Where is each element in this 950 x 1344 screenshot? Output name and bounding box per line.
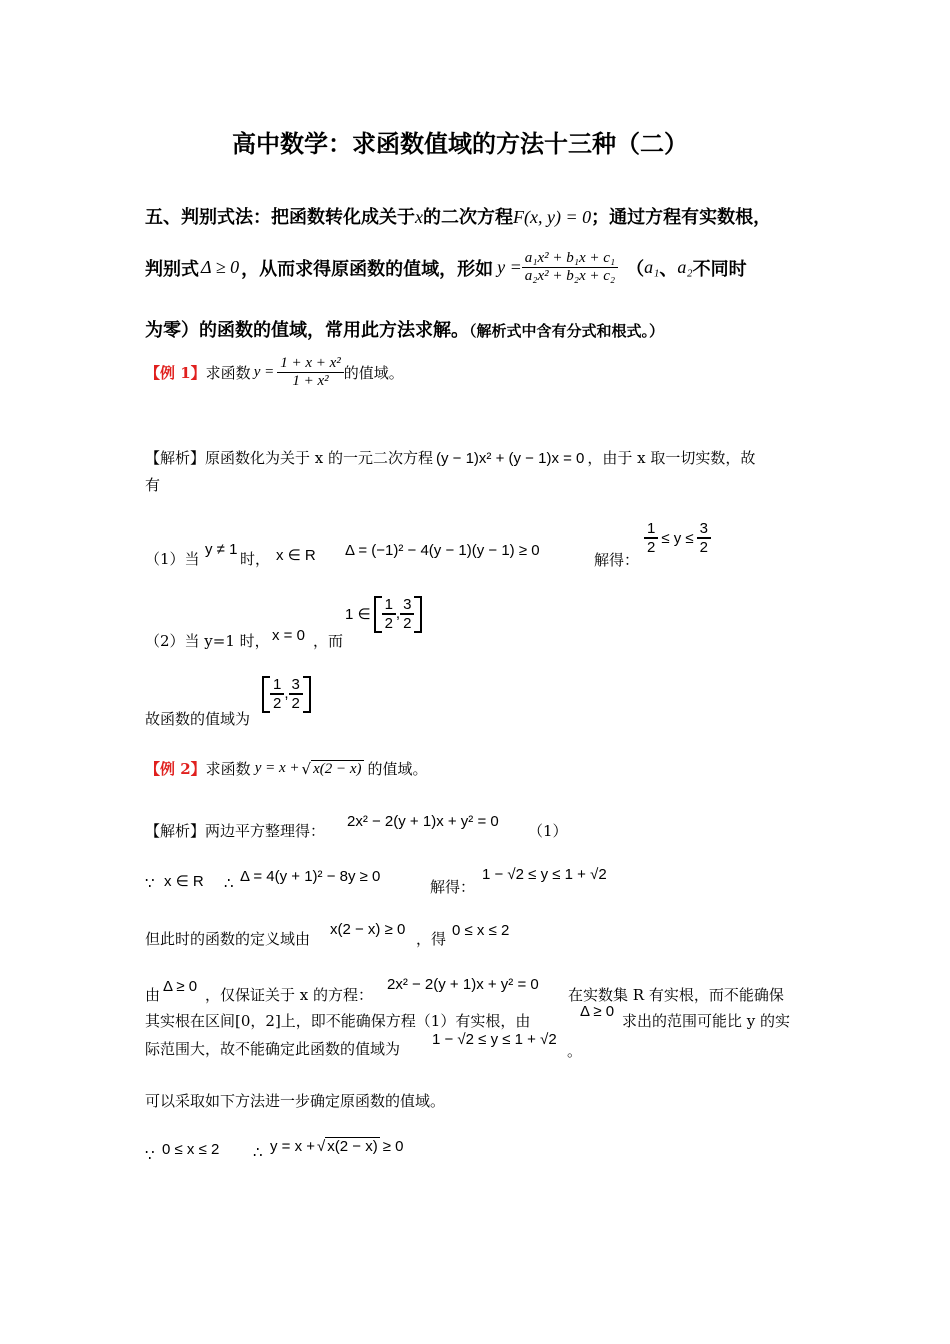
general-fraction bbox=[522, 250, 618, 286]
domain-condition: x(2 − x) ≥ 0 bbox=[330, 921, 406, 938]
case1-condition: y ≠ 1 bbox=[205, 541, 238, 558]
example2-function: y = x + bbox=[254, 760, 300, 776]
example1-lhs: y = bbox=[253, 364, 275, 381]
case1-half-num: 1 bbox=[644, 520, 658, 538]
case1-leq: ≤ y ≤ bbox=[661, 529, 694, 547]
last-sqrt-icon: √ bbox=[317, 1137, 326, 1155]
section5-text-3: ；通过方程有实数根， bbox=[591, 207, 772, 228]
para1-equation: 2x² − 2(y + 1)x + y² = 0 bbox=[387, 976, 539, 993]
example1-solution-line2: 有 bbox=[145, 476, 161, 494]
domain-text: 但此时的函数的定义域由 bbox=[145, 930, 311, 948]
case2-x-zero: x = 0 bbox=[272, 627, 305, 644]
domain-get: ，得 bbox=[416, 930, 447, 948]
example1-solution-suffix: ，由于 x 取一切实数，故 bbox=[587, 449, 756, 467]
example2-solve-label: 解得： bbox=[430, 878, 476, 896]
result-int-comma: , bbox=[284, 685, 289, 703]
separator: 、 bbox=[659, 258, 678, 280]
coef-a2: a₂ bbox=[677, 257, 693, 278]
example1-result-text: 故函数的值域为 bbox=[145, 710, 251, 728]
case1-x-in-R: x ∈ R bbox=[276, 547, 316, 564]
case1-time: 时， bbox=[240, 550, 271, 568]
example1-label: 【例 1】 bbox=[145, 364, 206, 383]
result-int-b-den: 2 bbox=[289, 694, 303, 712]
case2-label: （2）当 y=1 时， bbox=[145, 632, 270, 650]
example1-numerator: 1 + x + x² bbox=[277, 355, 344, 373]
case1-half-den: 2 bbox=[644, 538, 658, 556]
case1-result bbox=[644, 520, 711, 557]
sqrt-icon: √ bbox=[301, 759, 312, 778]
last-y: y = x + bbox=[270, 1137, 316, 1155]
example1-denominator: 1 + x² bbox=[292, 373, 329, 390]
last-expression bbox=[270, 1137, 403, 1155]
para1-delta: Δ ≥ 0 bbox=[163, 978, 198, 995]
example2-solution-tag: （1） bbox=[528, 822, 568, 840]
example1-prefix: 求函数 bbox=[205, 364, 251, 383]
case2-and: ，而 bbox=[313, 632, 344, 650]
example1-solution-line1 bbox=[145, 447, 755, 468]
delta-condition: Δ ≥ 0 bbox=[201, 257, 240, 278]
case2-int-a-den: 2 bbox=[382, 614, 396, 632]
example1-suffix: 的值域。 bbox=[343, 364, 404, 383]
para1-text-b: 在实数集 R 有实根，而不能确保 bbox=[568, 986, 784, 1004]
therefore-symbol: ∴ bbox=[224, 874, 234, 892]
last-condition: 0 ≤ x ≤ 2 bbox=[162, 1141, 220, 1158]
section5-text-4: 判别式 bbox=[145, 258, 199, 280]
result-interval bbox=[262, 676, 311, 713]
x-in-R: x ∈ R bbox=[164, 873, 204, 890]
case1-solve-label: 解得： bbox=[594, 551, 640, 569]
result-int-a bbox=[270, 676, 284, 713]
para1-you: 由 bbox=[145, 986, 161, 1004]
example2-solution-equation: 2x² − 2(y + 1)x + y² = 0 bbox=[347, 813, 499, 830]
section5-text-5: ，从而求得原函数的值域，形如 bbox=[241, 258, 494, 280]
coef-a1: a₁ bbox=[644, 257, 660, 278]
example2-solve-result: 1 − √2 ≤ y ≤ 1 + √2 bbox=[482, 866, 607, 883]
section5-line3 bbox=[145, 316, 664, 342]
case2-int-a-num: 1 bbox=[382, 596, 396, 614]
section5-note: （解析式中含有分式和根式。） bbox=[469, 322, 665, 340]
para2-text-b: 求出的范围可能比 y 的实 bbox=[622, 1012, 791, 1030]
example2-prefix: 求函数 bbox=[205, 760, 251, 778]
paren-open: （ bbox=[626, 258, 645, 280]
para3-text-a: 际范围大，故不能确定此函数的值域为 bbox=[145, 1040, 401, 1058]
case2-int-b-num: 3 bbox=[400, 596, 414, 614]
para3-end: 。 bbox=[567, 1042, 583, 1060]
result-int-a-num: 1 bbox=[270, 676, 284, 694]
example2-solution-prefix: 【解析】两边平方整理得： bbox=[145, 822, 326, 840]
para2-text-a: 其实根在区间[0，2]上，即不能确保方程（1）有实根，由 bbox=[145, 1012, 531, 1030]
example2-radicand: x(2 − x) bbox=[313, 760, 362, 777]
result-int-b-num: 3 bbox=[289, 676, 303, 694]
para2-delta: Δ ≥ 0 bbox=[580, 1003, 615, 1020]
last-ge: ≥ 0 bbox=[382, 1137, 404, 1155]
general-numerator: a₁x² + b₁x + c₁ bbox=[522, 250, 618, 268]
case2-interval bbox=[374, 596, 423, 633]
because-symbol: ∵ bbox=[145, 874, 155, 892]
example1-fraction bbox=[277, 355, 344, 391]
example2-delta: Δ = 4(y + 1)² − 8y ≥ 0 bbox=[240, 868, 381, 885]
result-int-b bbox=[289, 676, 303, 713]
var-x: x bbox=[415, 207, 423, 227]
equation-F: F(x, y) = 0 bbox=[513, 207, 592, 227]
case1-label: （1）当 bbox=[145, 550, 200, 568]
last-therefore: ∴ bbox=[253, 1143, 263, 1161]
section5-line1 bbox=[145, 203, 771, 229]
form-lhs: y = bbox=[497, 257, 522, 278]
case2-int-a bbox=[382, 596, 396, 633]
example2-label: 【例 2】 bbox=[145, 760, 206, 778]
example1-result-interval bbox=[262, 676, 311, 713]
section5-text-1: 五、判别式法：把函数转化成关于 bbox=[145, 207, 415, 228]
case1-frac-three-halves bbox=[697, 520, 711, 557]
last-radicand: x(2 − x) bbox=[327, 1138, 378, 1155]
para3-result: 1 − √2 ≤ y ≤ 1 + √2 bbox=[432, 1031, 557, 1048]
further-text: 可以采取如下方法进一步确定原函数的值域。 bbox=[145, 1092, 446, 1110]
case1-frac-half bbox=[644, 520, 658, 557]
page-title: 高中数学：求函数值域的方法十三种（二） bbox=[232, 129, 688, 158]
general-denominator: a₂x² + b₂x + c₂ bbox=[524, 268, 616, 285]
case1-three-den: 2 bbox=[697, 538, 711, 556]
section5-text-2: 的二次方程 bbox=[423, 207, 513, 228]
last-because: ∵ bbox=[145, 1146, 155, 1164]
case1-three-num: 3 bbox=[697, 520, 711, 538]
section5-text-7: 为零）的函数的值域，常用此方法求解。 bbox=[145, 320, 469, 341]
case2-int-b bbox=[400, 596, 414, 633]
result-int-a-den: 2 bbox=[270, 694, 284, 712]
section5-text-6: 不同时 bbox=[692, 258, 747, 280]
section5-line2 bbox=[145, 250, 747, 286]
case1-delta: Δ = (−1)² − 4(y − 1)(y − 1) ≥ 0 bbox=[345, 542, 540, 559]
example2-heading bbox=[145, 758, 428, 779]
case2-one-in: 1 ∈ bbox=[345, 606, 371, 624]
example2-suffix: 的值域。 bbox=[367, 760, 428, 778]
example1-solution-prefix: 【解析】原函数化为关于 x 的一元二次方程 bbox=[145, 449, 433, 467]
case2-int-b-den: 2 bbox=[400, 614, 414, 632]
para1-text-a: ，仅保证关于 x 的方程： bbox=[205, 986, 373, 1004]
case2-membership bbox=[345, 596, 422, 633]
example1-solution-equation: (y − 1)x² + (y − 1)x = 0 bbox=[436, 450, 585, 467]
case2-int-comma: , bbox=[395, 605, 401, 623]
example1-heading bbox=[145, 355, 404, 391]
domain-result: 0 ≤ x ≤ 2 bbox=[452, 922, 510, 939]
